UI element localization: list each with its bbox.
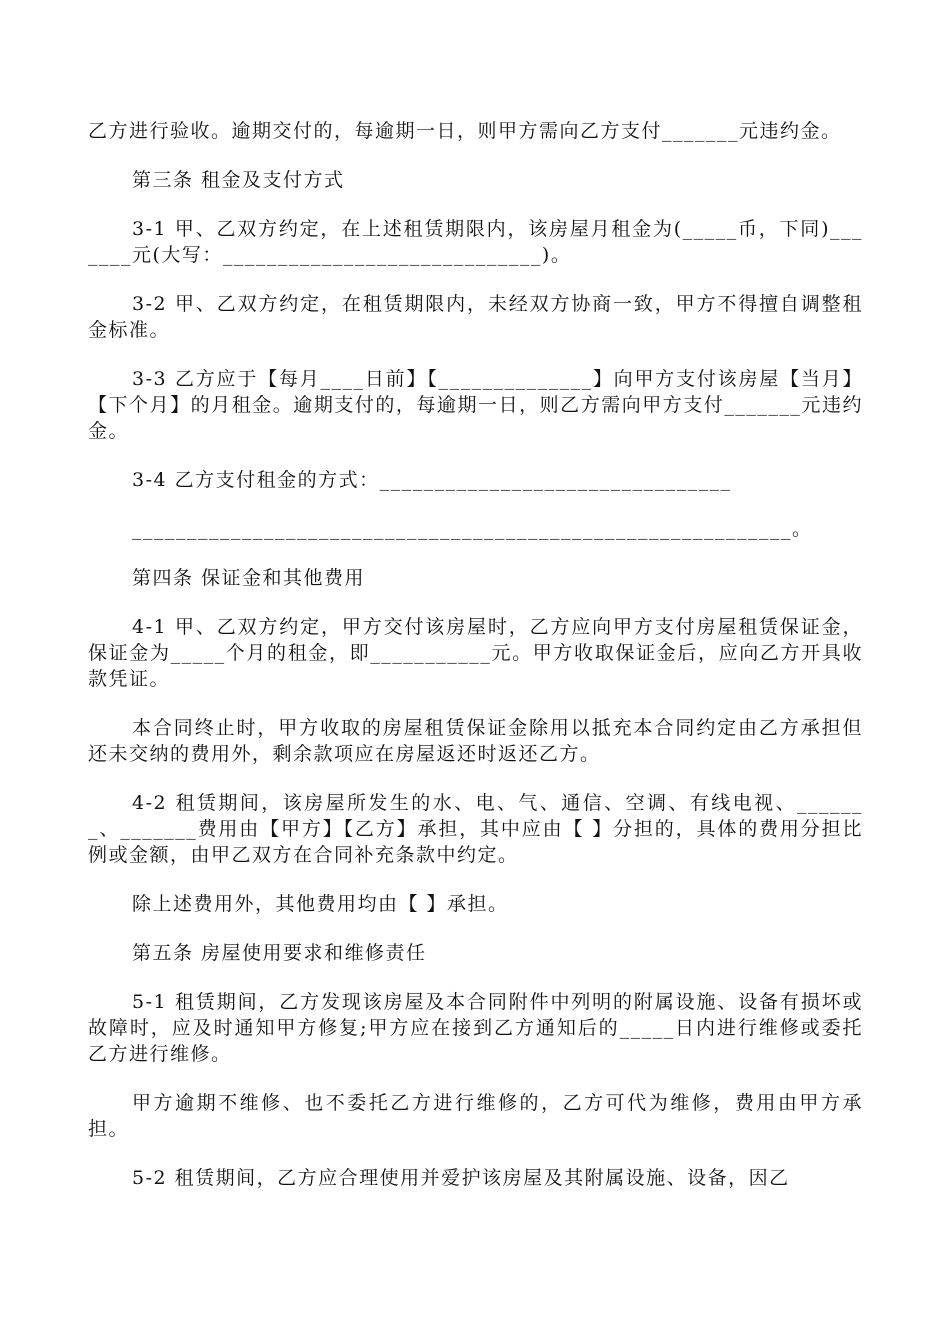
clause-4-2: 4-2 租赁期间，该房屋所发生的水、电、气、通信、空调、有线电视、_______、_______费用由【甲方】【乙方】承担，其中应由【 】分担的，具体的费用分担比例或金额，由甲乙双方在合同补充条款中约定。 (88, 792, 863, 866)
clause-4-2-other-fees: 除上述费用外，其他费用均由【 】承担。 (132, 893, 509, 915)
clause-3-1: 3-1 甲、乙双方约定，在上述租赁期限内，该房屋月租金为(_____币，下同)_______元(大写：_____________________________)。 (88, 218, 863, 266)
section-heading-rent: 第三条 租金及支付方式 (132, 169, 345, 191)
clause-3-4-fill-line: ____________________________________________________________。 (132, 518, 813, 540)
clause-3-4: 3-4 乙方支付租金的方式：________________________________ (132, 469, 732, 491)
clause-3-2: 3-2 甲、乙双方约定，在租赁期限内，未经双方协商一致，甲方不得擅自调整租金标准。 (88, 293, 863, 341)
clause-5-1: 5-1 租赁期间，乙方发现该房屋及本合同附件中列明的附属设施、设备有损坏或故障时，应及时通知甲方修复;甲方应在接到乙方通知后的_____日内进行维修或委托乙方进行维修。 (88, 991, 863, 1065)
clause-5-2: 5-2 租赁期间，乙方应合理使用并爱护该房屋及其附属设施、设备，因乙 (132, 1167, 790, 1189)
clause-3-3: 3-3 乙方应于【每月____日前】【______________】向甲方支付该房屋【当月】【下个月】的月租金。逾期支付的，每逾期一日，则乙方需向甲方支付_______元违约金。 (88, 368, 863, 442)
paragraph-delivery-penalty: 乙方进行验收。逾期交付的，每逾期一日，则甲方需向乙方支付_______元违约金。 (88, 120, 842, 142)
section-heading-deposit: 第四条 保证金和其他费用 (132, 567, 366, 589)
clause-4-1-refund: 本合同终止时，甲方收取的房屋租赁保证金除用以抵充本合同约定由乙方承担但还未交纳的费用外，剩余款项应在房屋返还时返还乙方。 (88, 717, 863, 765)
clause-5-1-overdue: 甲方逾期不维修、也不委托乙方进行维修的，乙方可代为维修，费用由甲方承担。 (88, 1092, 863, 1140)
contract-page (88, 118, 863, 1214)
section-heading-maintenance: 第五条 房屋使用要求和维修责任 (132, 942, 427, 964)
clause-4-1: 4-1 甲、乙双方约定，甲方交付该房屋时，乙方应向甲方支付房屋租赁保证金，保证金为_____个月的租金，即___________元。甲方收取保证金后，应向乙方开具收款凭证。 (88, 616, 863, 690)
